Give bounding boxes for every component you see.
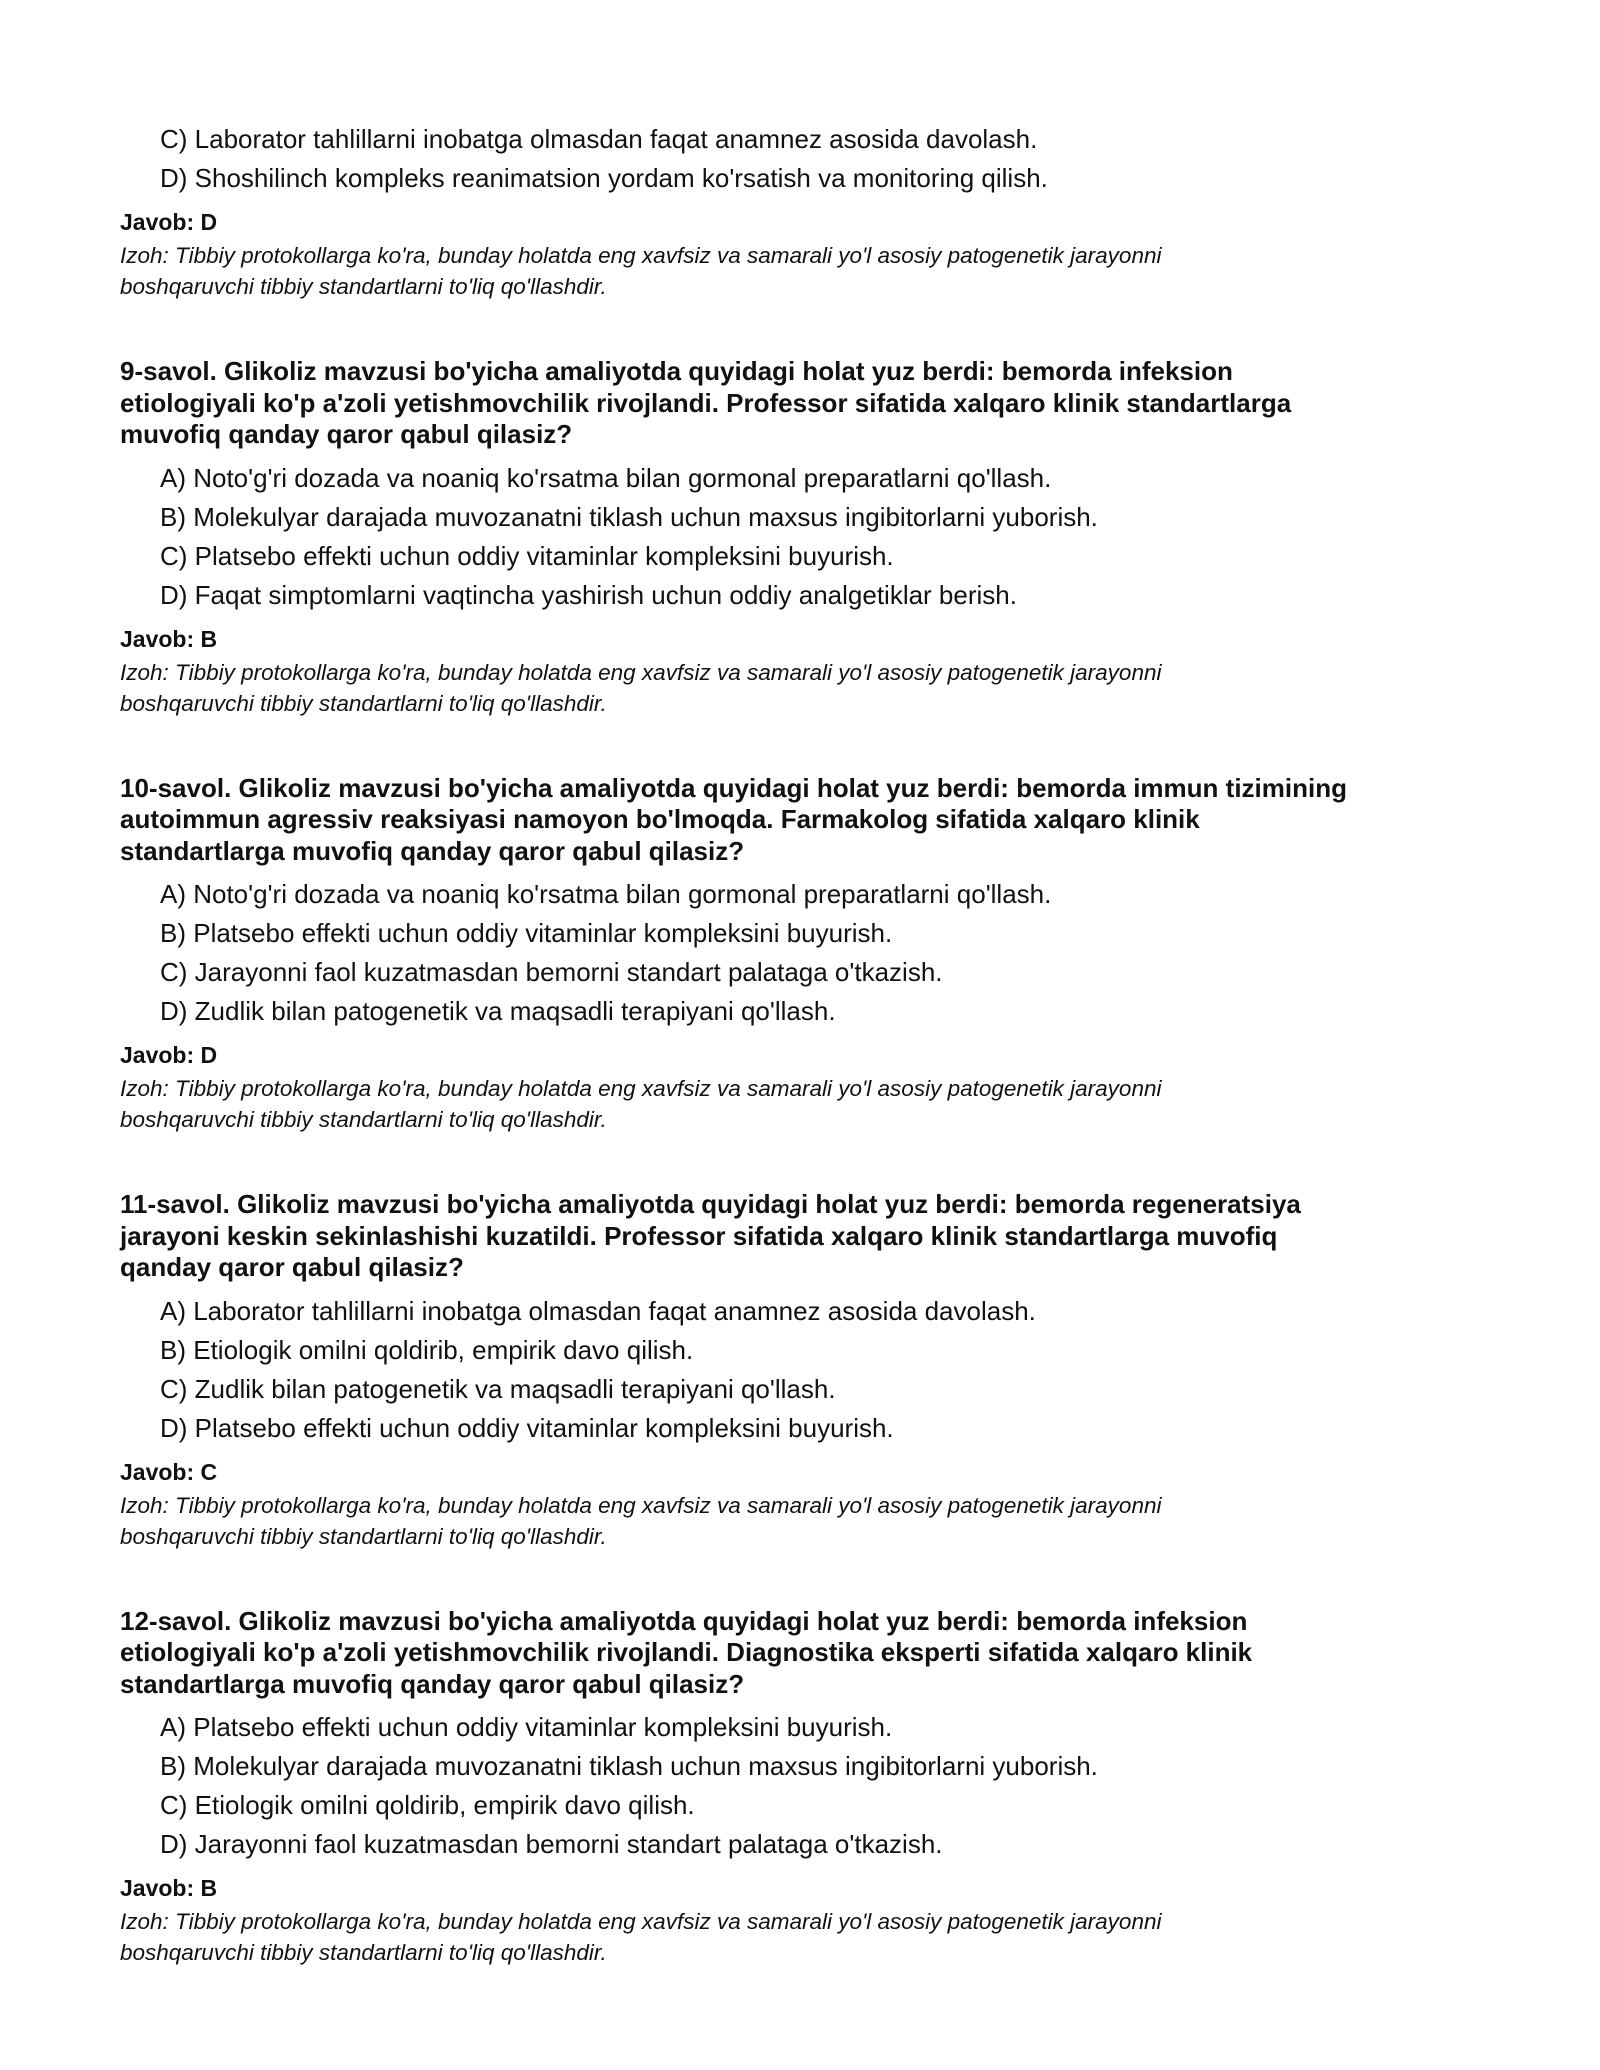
question-line: standartlarga muvofiq qanday qaror qabul qilasiz? [120, 835, 745, 866]
question-text [120, 773, 1500, 868]
note-line: Izoh: Tibbiy protokollarga ko'ra, bunday holatda eng xavfsiz va samarali yo'l asosiy patogenetik jarayonni [120, 659, 1162, 685]
question-line: etiologiyali ko'p a'zoli yetishmovchilik rivojlandi. Professor sifatida xalqaro klinik standartlarga [120, 387, 1292, 418]
question-block-11 [120, 1189, 1500, 1552]
option-c: C) Jarayonni faol kuzatmasdan bemorni standart palataga o'tkazish. [160, 957, 943, 987]
question-line: jarayoni keskin sekinlashishi kuzatildi. Professor sifatida xalqaro klinik standartlarga muvofiq [120, 1220, 1278, 1251]
option-d: D) Zudlik bilan patogenetik va maqsadli terapiyani qo'llash. [160, 996, 836, 1026]
note-line: boshqaruvchi tibbiy standartlarni to'liq qo'llashdir. [120, 1940, 607, 1965]
explanation-note [120, 657, 1500, 719]
answer-label: Javob: D [120, 1042, 218, 1068]
question-text [120, 356, 1500, 451]
answer-label: Javob: B [120, 625, 218, 652]
question-line: autoimmun agressiv reaksiyasi namoyon bo'lmoqda. Farmakolog sifatida xalqaro klinik [120, 804, 1200, 834]
question-line: 9-savol. Glikoliz mavzusi bo'yicha amaliyotda quyidagi holat yuz berdi: bemorda infeksion [120, 356, 1233, 386]
question-text [120, 1606, 1500, 1701]
option-c: C) Etiologik omilni qoldirib, empirik davo qilish. [160, 1790, 695, 1820]
option-b: B) Molekulyar darajada muvozanatni tiklash uchun maxsus ingibitorlarni yuborish. [160, 501, 1098, 532]
note-line: boshqaruvchi tibbiy standartlarni to'liq qo'llashdir. [120, 690, 607, 716]
question-line: qanday qaror qabul qilasiz? [120, 1252, 464, 1282]
option-c: C) Platsebo effekti uchun oddiy vitaminlar kompleksini buyurish. [160, 540, 894, 571]
option-b: B) Molekulyar darajada muvozanatni tiklash uchun maxsus ingibitorlarni yuborish. [160, 1751, 1098, 1781]
note-line: Izoh: Tibbiy protokollarga ko'ra, bunday holatda eng xavfsiz va samarali yo'l asosiy patogenetik jarayonni [120, 1076, 1162, 1101]
question-line: muvofiq qanday qaror qabul qilasiz? [120, 419, 573, 449]
option-b: B) Etiologik omilni qoldirib, empirik davo qilish. [160, 1334, 694, 1365]
question-line: 12-savol. Glikoliz mavzusi bo'yicha amaliyotda quyidagi holat yuz berdi: bemorda infeksion [120, 1605, 1248, 1636]
note-line: Izoh: Tibbiy protokollarga ko'ra, bunday holatda eng xavfsiz va samarali yo'l asosiy patogenetik jarayonni [120, 1909, 1162, 1934]
question-line: standartlarga muvofiq qanday qaror qabul qilasiz? [120, 1668, 745, 1699]
option-d: D) Platsebo effekti uchun oddiy vitaminlar kompleksini buyurish. [160, 1412, 894, 1443]
explanation-note [120, 240, 1500, 302]
option-b: B) Platsebo effekti uchun oddiy vitaminlar kompleksini buyurish. [160, 918, 893, 948]
option-d: D) Faqat simptomlarni vaqtincha yashirish uchun oddiy analgetiklar berish. [160, 579, 1017, 610]
document-page [120, 120, 1500, 1968]
explanation-note [120, 1073, 1500, 1135]
option-c: C) Zudlik bilan patogenetik va maqsadli terapiyani qo'llash. [160, 1373, 836, 1404]
option-a: A) Noto'g'ri dozada va noaniq ko'rsatma bilan gormonal preparatlarni qo'llash. [160, 879, 1052, 909]
answer-label: Javob: C [120, 1458, 218, 1485]
question-line: 11-savol. Glikoliz mavzusi bo'yicha amaliyotda quyidagi holat yuz berdi: bemorda regeneratsiya [120, 1189, 1301, 1219]
option-c: C) Laborator tahlillarni inobatga olmasdan faqat anamnez asosida davolash. [160, 124, 1038, 154]
note-line: boshqaruvchi tibbiy standartlarni to'liq qo'llashdir. [120, 1107, 607, 1132]
question-block-10 [120, 773, 1500, 1136]
option-d: D) Shoshilinch kompleks reanimatsion yordam ko'rsatish va monitoring qilish. [160, 163, 1048, 193]
answer-label: Javob: D [120, 209, 218, 235]
question-line: 10-savol. Glikoliz mavzusi bo'yicha amaliyotda quyidagi holat yuz berdi: bemorda immun tizimining [120, 772, 1347, 803]
answer-label: Javob: B [120, 1875, 218, 1901]
option-a: A) Platsebo effekti uchun oddiy vitaminlar kompleksini buyurish. [160, 1712, 893, 1742]
option-d: D) Jarayonni faol kuzatmasdan bemorni standart palataga o'tkazish. [160, 1829, 943, 1859]
note-line: boshqaruvchi tibbiy standartlarni to'liq qo'llashdir. [120, 1523, 607, 1549]
option-a: A) Noto'g'ri dozada va noaniq ko'rsatma bilan gormonal preparatlarni qo'llash. [160, 462, 1052, 493]
question-block-9 [120, 356, 1500, 719]
explanation-note [120, 1906, 1500, 1968]
question-8-tail [120, 120, 1500, 302]
question-block-12 [120, 1606, 1500, 1969]
question-line: etiologiyali ko'p a'zoli yetishmovchilik rivojlandi. Diagnostika eksperti sifatida xalqaro klinik [120, 1637, 1253, 1667]
note-line: Izoh: Tibbiy protokollarga ko'ra, bunday holatda eng xavfsiz va samarali yo'l asosiy patogenetik jarayonni [120, 1492, 1162, 1518]
explanation-note [120, 1490, 1500, 1552]
note-line: Izoh: Tibbiy protokollarga ko'ra, bunday holatda eng xavfsiz va samarali yo'l asosiy patogenetik jarayonni [120, 243, 1162, 268]
option-a: A) Laborator tahlillarni inobatga olmasdan faqat anamnez asosida davolash. [160, 1295, 1036, 1326]
question-text [120, 1189, 1500, 1284]
note-line: boshqaruvchi tibbiy standartlarni to'liq qo'llashdir. [120, 274, 607, 299]
